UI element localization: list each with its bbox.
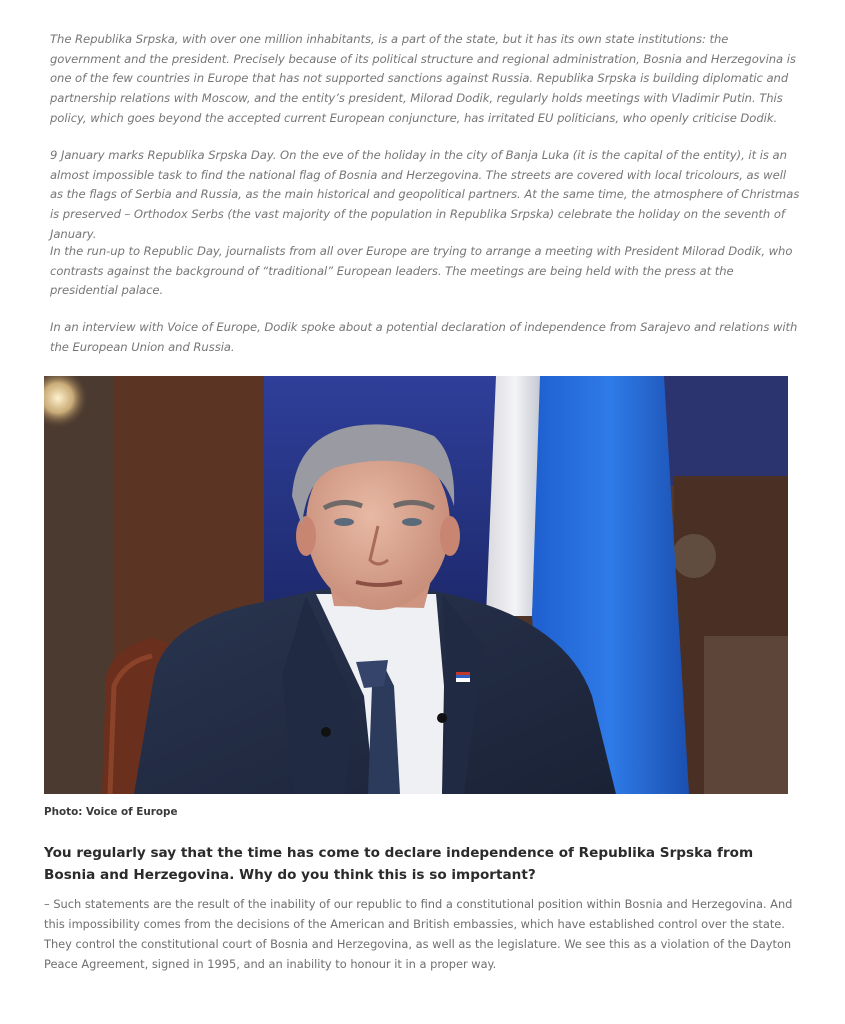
intro-paragraph: 9 January marks Republika Srpska Day. On the eve of the holiday in the city of Banja Luka (it is the capital of the entity), it is an almost impossible task to find the national flag of Bosnia and Herzegovina. The streets are covered with local tricolours, as well as the flags of Serbia and Russia, as the main historical and geopolitical partners. At the same time, the atmosphere of Christmas is preserved – Orthodox Serbs (the vast majority of the population in Republika Srpska) celebrate the holiday on the seventh of January. <box>50 148 800 241</box>
interview-answer: – Such statements are the result of the inability of our republic to find a constitutional position within Bosnia and Herzegovina. And this impossibility comes from the decisions of the American and British embassies, which have established control over the state. They control the constitutional court of Bosnia and Herzegovina, as well as the legislature. We see this as a violation of the Dayton Peace Agreement, signed in 1995, and an inability to honour it in a proper way. <box>44 897 793 971</box>
intro-paragraph: The Republika Srpska, with over one million inhabitants, is a part of the state, but it has its own state institutions: the government and the president. Precisely because of its political structure and regional administration, Bosnia and Herzegovina is one of the few countries in Europe that has not supported sanctions against Russia. Republika Srpska is building diplomatic and partnership relations with Moscow, and the entity’s president, Milorad Dodik, regularly holds meetings with Vladimir Putin. This policy, which goes beyond the accepted current European conjuncture, has irritated EU politicians, who openly criticise Dodik. <box>50 32 796 125</box>
interview-question: You regularly say that the time has come to declare independence of Republika Srpska from Bosnia and Herzegovina. Why do you think this is so important? <box>44 845 754 883</box>
photo-caption: Photo: Voice of Europe <box>44 806 178 818</box>
portrait-illustration <box>44 376 788 794</box>
intro-paragraph: In an interview with Voice of Europe, Dodik spoke about a potential declaration of independence from Sarajevo and relations with the European Union and Russia. <box>50 320 798 354</box>
article-photo <box>44 376 788 794</box>
intro-paragraph: In the run-up to Republic Day, journalists from all over Europe are trying to arrange a meeting with President Milorad Dodik, who contrasts against the background of “traditional” European leaders. The meetings are being held with the press at the presidential palace. <box>50 244 793 298</box>
